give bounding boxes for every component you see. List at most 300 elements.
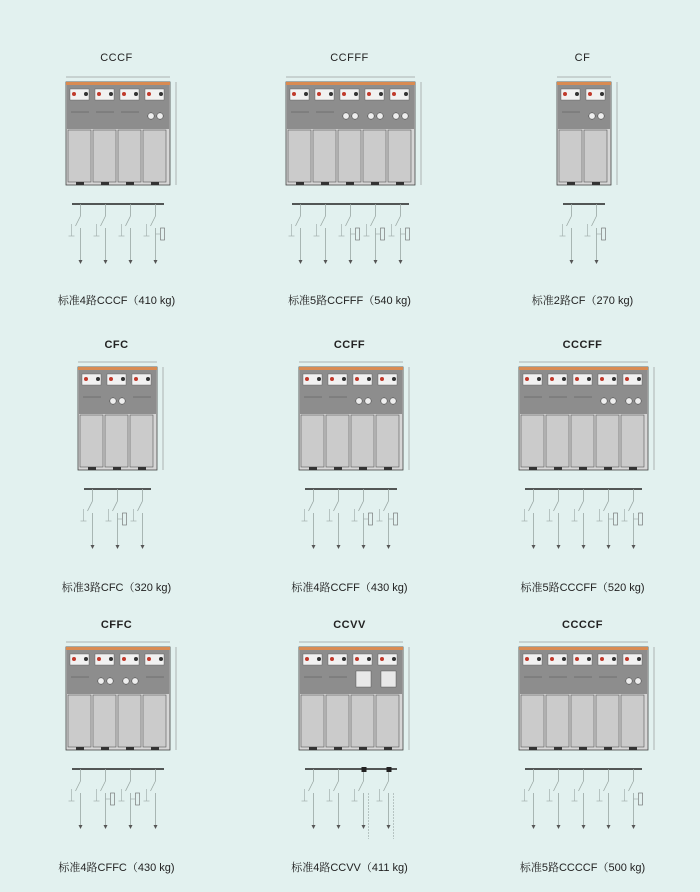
fuse-symbol	[123, 513, 127, 525]
fuse-indicator	[626, 678, 632, 684]
fuse-symbol	[356, 228, 360, 240]
indicator-lamp	[354, 92, 358, 96]
indicator-lamp	[109, 377, 113, 381]
fuse-symbol	[639, 793, 643, 805]
switch-blade	[567, 216, 572, 226]
lower-door	[118, 695, 141, 747]
cable-arrow	[79, 260, 83, 264]
cabinet-unit-ccff	[233, 287, 466, 594]
cabinet-unit-cf	[466, 0, 699, 307]
unit-caption: 标准4路CFFC（430 kg)	[58, 862, 175, 874]
cable-arrow	[582, 545, 586, 549]
switch-blade	[113, 501, 118, 511]
lower-door	[68, 695, 91, 747]
cabinet-drawing	[466, 0, 699, 297]
door-foot	[334, 747, 342, 750]
lower-door	[521, 415, 544, 467]
indicator-lamp	[525, 377, 529, 381]
lower-door	[521, 695, 544, 747]
indicator-lamp	[84, 377, 88, 381]
switch-blade	[629, 501, 634, 511]
lower-door	[376, 415, 399, 467]
indicator-lamp	[525, 657, 529, 661]
cabinet-drawing	[0, 287, 233, 584]
unit-title: CCVV	[333, 619, 366, 631]
switch-blade	[296, 216, 301, 226]
vacuum-breaker-panel	[356, 671, 371, 687]
switch-blade	[346, 216, 351, 226]
indicator-lamp	[147, 657, 151, 661]
busbar-strip	[299, 367, 403, 370]
switch-blade	[579, 501, 584, 511]
switch-blade	[384, 501, 389, 511]
unit-title: CFFC	[100, 619, 133, 631]
fuse-indicator	[352, 113, 358, 119]
indicator-lamp	[305, 657, 309, 661]
indicator-lamp	[84, 657, 88, 661]
indicator-lamp	[72, 92, 76, 96]
cable-arrow	[104, 825, 108, 829]
indicator-lamp	[317, 377, 321, 381]
cabinet-drawing	[0, 567, 233, 864]
indicator-lamp	[612, 657, 616, 661]
indicator-lamp	[562, 657, 566, 661]
door-foot	[101, 747, 109, 750]
lower-door	[80, 415, 103, 467]
indicator-lamp	[330, 657, 334, 661]
indicator-lamp	[97, 92, 101, 96]
fuse-indicator	[119, 398, 125, 404]
indicator-lamp	[72, 657, 76, 661]
fuse-symbol	[406, 228, 410, 240]
cable-arrow	[104, 260, 108, 264]
switch-blade	[359, 501, 364, 511]
switch-blade	[592, 216, 597, 226]
cabinet-drawing	[0, 0, 233, 297]
door-foot	[384, 747, 392, 750]
door-foot	[592, 182, 600, 185]
indicator-lamp	[367, 92, 371, 96]
fuse-indicator	[98, 678, 104, 684]
cabinet-unit-ccfff	[233, 0, 466, 307]
door-foot	[76, 182, 84, 185]
unit-title: CF	[574, 52, 591, 64]
switch-blade	[101, 781, 106, 791]
unit-caption: 标准5路CCCCF（500 kg)	[519, 862, 646, 874]
lower-door	[326, 415, 349, 467]
door-foot	[321, 182, 329, 185]
lower-door	[326, 695, 349, 747]
cable-arrow	[607, 825, 611, 829]
door-foot	[604, 747, 612, 750]
indicator-lamp	[97, 657, 101, 661]
indicator-lamp	[587, 377, 591, 381]
indicator-lamp	[637, 377, 641, 381]
indicator-lamp	[367, 377, 371, 381]
indicator-lamp	[392, 92, 396, 96]
fuse-indicator	[598, 113, 604, 119]
fuse-indicator	[589, 113, 595, 119]
switch-blade	[396, 216, 401, 226]
switch-blade	[76, 781, 81, 791]
switch-blade	[334, 501, 339, 511]
switch-blade	[151, 216, 156, 226]
indicator-lamp	[121, 377, 125, 381]
cable-arrow	[595, 260, 599, 264]
switch-blade	[309, 501, 314, 511]
indicator-lamp	[134, 377, 138, 381]
busbar-strip	[519, 647, 648, 650]
lower-door	[621, 695, 644, 747]
fuse-indicator	[356, 398, 362, 404]
door-foot	[309, 747, 317, 750]
fuse-indicator	[610, 398, 616, 404]
fuse-indicator	[157, 113, 163, 119]
unit-title: CFC	[104, 339, 129, 351]
lower-door	[288, 130, 311, 182]
fuse-indicator	[377, 113, 383, 119]
lower-door	[130, 415, 153, 467]
switch-blade	[529, 781, 534, 791]
switch-blade	[629, 781, 634, 791]
cable-arrow	[387, 825, 391, 829]
switch-blade	[76, 216, 81, 226]
switch-blade	[529, 501, 534, 511]
indicator-lamp	[550, 657, 554, 661]
cable-arrow	[362, 545, 366, 549]
switch-blade	[309, 781, 314, 791]
lower-door	[388, 130, 411, 182]
lower-door	[351, 415, 374, 467]
indicator-lamp	[317, 657, 321, 661]
switch-blade	[579, 781, 584, 791]
indicator-lamp	[342, 377, 346, 381]
fuse-indicator	[393, 113, 399, 119]
door-foot	[113, 467, 121, 470]
indicator-lamp	[392, 657, 396, 661]
lower-door	[571, 415, 594, 467]
fuse-symbol	[639, 513, 643, 525]
lower-door	[596, 415, 619, 467]
fuse-indicator	[635, 398, 641, 404]
indicator-lamp	[159, 92, 163, 96]
door-foot	[529, 467, 537, 470]
indicator-lamp	[537, 657, 541, 661]
door-foot	[151, 747, 159, 750]
indicator-lamp	[146, 377, 150, 381]
fuse-symbol	[614, 513, 618, 525]
cable-arrow	[154, 260, 158, 264]
lower-door	[571, 695, 594, 747]
indicator-lamp	[147, 92, 151, 96]
cable-arrow	[154, 825, 158, 829]
door-foot	[76, 747, 84, 750]
cabinet-unit-cffc	[0, 567, 233, 874]
busbar-strip	[78, 367, 157, 370]
door-foot	[384, 467, 392, 470]
lower-door	[313, 130, 336, 182]
door-foot	[629, 747, 637, 750]
busbar-strip	[66, 647, 170, 650]
lower-door	[118, 130, 141, 182]
indicator-lamp	[122, 92, 126, 96]
lower-door	[376, 695, 399, 747]
fuse-indicator	[132, 678, 138, 684]
indicator-lamp	[96, 377, 100, 381]
busbar-strip	[519, 367, 648, 370]
door-foot	[529, 747, 537, 750]
cable-arrow	[374, 260, 378, 264]
fuse-symbol	[136, 793, 140, 805]
door-foot	[334, 467, 342, 470]
unit-caption: 标准4路CCFF（430 kg)	[291, 582, 408, 594]
switch-blade	[101, 216, 106, 226]
lower-door	[301, 695, 324, 747]
switch-blade	[371, 216, 376, 226]
indicator-lamp	[587, 657, 591, 661]
lower-door	[143, 695, 166, 747]
switch-blade	[604, 501, 609, 511]
unit-title: CCFFF	[330, 52, 369, 64]
indicator-lamp	[575, 377, 579, 381]
indicator-lamp	[588, 92, 592, 96]
lower-door	[351, 695, 374, 747]
cable-arrow	[570, 260, 574, 264]
indicator-lamp	[84, 92, 88, 96]
indicator-lamp	[379, 92, 383, 96]
switch-blade	[126, 216, 131, 226]
vacuum-breaker-panel	[381, 671, 396, 687]
cable-arrow	[557, 545, 561, 549]
cabinet-drawing	[466, 567, 699, 864]
busbar-strip	[299, 647, 403, 650]
cable-arrow	[632, 825, 636, 829]
indicator-lamp	[637, 657, 641, 661]
unit-caption: 标准5路CCCFF（520 kg)	[520, 582, 645, 594]
indicator-lamp	[600, 92, 604, 96]
indicator-lamp	[317, 92, 321, 96]
indicator-lamp	[550, 377, 554, 381]
lower-door	[584, 130, 607, 182]
cable-arrow	[607, 545, 611, 549]
unit-caption: 标准2路CF（270 kg)	[531, 295, 634, 307]
indicator-lamp	[625, 377, 629, 381]
indicator-lamp	[159, 657, 163, 661]
indicator-lamp	[109, 92, 113, 96]
indicator-lamp	[342, 657, 346, 661]
indicator-lamp	[563, 92, 567, 96]
unit-title: CCCCF	[562, 619, 603, 631]
cable-arrow	[532, 545, 536, 549]
lower-door	[621, 415, 644, 467]
unit-title: CCFF	[333, 339, 366, 351]
door-foot	[554, 747, 562, 750]
switch-blade	[334, 781, 339, 791]
lower-door	[105, 415, 128, 467]
cable-arrow	[582, 825, 586, 829]
fuse-symbol	[602, 228, 606, 240]
fuse-indicator	[402, 113, 408, 119]
fuse-indicator	[110, 398, 116, 404]
cable-arrow	[312, 825, 316, 829]
cabinet-unit-cccff	[466, 287, 699, 594]
door-foot	[396, 182, 404, 185]
indicator-lamp	[575, 92, 579, 96]
indicator-lamp	[134, 92, 138, 96]
fuse-indicator	[381, 398, 387, 404]
lower-door	[596, 695, 619, 747]
lower-door	[546, 415, 569, 467]
lower-door	[546, 695, 569, 747]
unit-caption: 标准4路CCVV（411 kg)	[291, 862, 408, 874]
unit-caption: 标准5路CCFFF（540 kg)	[288, 295, 411, 307]
switch-blade	[384, 781, 389, 791]
fuse-indicator	[343, 113, 349, 119]
switch-blade	[126, 781, 131, 791]
switch-blade	[151, 781, 156, 791]
door-foot	[359, 747, 367, 750]
cable-arrow	[399, 260, 403, 264]
unit-caption: 标准4路CCCF（410 kg)	[57, 295, 176, 307]
fuse-symbol	[111, 793, 115, 805]
indicator-lamp	[612, 377, 616, 381]
cable-arrow	[299, 260, 303, 264]
breaker-symbol	[387, 767, 392, 772]
cable-arrow	[91, 545, 95, 549]
busbar-strip	[286, 82, 415, 85]
unit-title: CCCFF	[562, 339, 603, 351]
cable-arrow	[337, 825, 341, 829]
indicator-lamp	[109, 657, 113, 661]
indicator-lamp	[625, 657, 629, 661]
door-foot	[579, 467, 587, 470]
door-foot	[554, 467, 562, 470]
door-foot	[629, 467, 637, 470]
cable-arrow	[632, 545, 636, 549]
door-foot	[296, 182, 304, 185]
lower-door	[301, 415, 324, 467]
door-foot	[138, 467, 146, 470]
indicator-lamp	[330, 377, 334, 381]
switch-blade	[359, 781, 364, 791]
door-foot	[88, 467, 96, 470]
door-foot	[151, 182, 159, 185]
switch-blade	[138, 501, 143, 511]
indicator-lamp	[367, 657, 371, 661]
indicator-lamp	[600, 657, 604, 661]
fuse-indicator	[626, 398, 632, 404]
lower-door	[363, 130, 386, 182]
cabinet-unit-cfc	[0, 287, 233, 594]
switch-blade	[554, 781, 559, 791]
indicator-lamp	[292, 92, 296, 96]
indicator-lamp	[575, 657, 579, 661]
indicator-lamp	[380, 657, 384, 661]
cable-arrow	[557, 825, 561, 829]
fuse-symbol	[394, 513, 398, 525]
indicator-lamp	[134, 657, 138, 661]
indicator-lamp	[404, 92, 408, 96]
indicator-lamp	[304, 92, 308, 96]
door-foot	[309, 467, 317, 470]
fuse-indicator	[107, 678, 113, 684]
cable-arrow	[387, 545, 391, 549]
cable-arrow	[116, 545, 120, 549]
switch-blade	[321, 216, 326, 226]
cable-arrow	[324, 260, 328, 264]
fuse-indicator	[601, 398, 607, 404]
switch-blade	[554, 501, 559, 511]
door-foot	[346, 182, 354, 185]
indicator-lamp	[342, 92, 346, 96]
cable-arrow	[349, 260, 353, 264]
cable-arrow	[532, 825, 536, 829]
lower-door	[338, 130, 361, 182]
cabinet-drawing	[466, 287, 699, 584]
indicator-lamp	[562, 377, 566, 381]
cabinet-drawing	[233, 287, 466, 584]
lower-door	[93, 695, 116, 747]
cabinet-unit-ccvv	[233, 567, 466, 874]
door-foot	[579, 747, 587, 750]
fuse-indicator	[368, 113, 374, 119]
unit-caption: 标准3路CFC（320 kg)	[61, 582, 172, 594]
lower-door	[93, 130, 116, 182]
indicator-lamp	[380, 377, 384, 381]
cable-arrow	[129, 260, 133, 264]
cabinet-unit-ccccf	[466, 567, 699, 874]
unit-title: CCCF	[100, 52, 133, 64]
cabinet-drawing	[233, 0, 466, 297]
door-foot	[371, 182, 379, 185]
cabinet-drawing	[233, 567, 466, 864]
fuse-indicator	[123, 678, 129, 684]
switch-blade	[88, 501, 93, 511]
fuse-indicator	[635, 678, 641, 684]
indicator-lamp	[392, 377, 396, 381]
indicator-lamp	[355, 377, 359, 381]
cable-arrow	[337, 545, 341, 549]
lower-door	[559, 130, 582, 182]
fuse-indicator	[365, 398, 371, 404]
busbar-strip	[557, 82, 611, 85]
door-foot	[126, 747, 134, 750]
door-foot	[126, 182, 134, 185]
cable-arrow	[312, 545, 316, 549]
indicator-lamp	[329, 92, 333, 96]
door-foot	[604, 467, 612, 470]
fuse-symbol	[381, 228, 385, 240]
cabinet-unit-cccf	[0, 0, 233, 307]
indicator-lamp	[600, 377, 604, 381]
fuse-symbol	[369, 513, 373, 525]
indicator-lamp	[122, 657, 126, 661]
cable-arrow	[79, 825, 83, 829]
cable-arrow	[129, 825, 133, 829]
fuse-symbol	[161, 228, 165, 240]
fuse-indicator	[390, 398, 396, 404]
door-foot	[101, 182, 109, 185]
door-foot	[567, 182, 575, 185]
lower-door	[68, 130, 91, 182]
indicator-lamp	[537, 377, 541, 381]
cable-arrow	[362, 825, 366, 829]
indicator-lamp	[355, 657, 359, 661]
indicator-lamp	[305, 377, 309, 381]
switch-blade	[604, 781, 609, 791]
door-foot	[359, 467, 367, 470]
cable-arrow	[141, 545, 145, 549]
